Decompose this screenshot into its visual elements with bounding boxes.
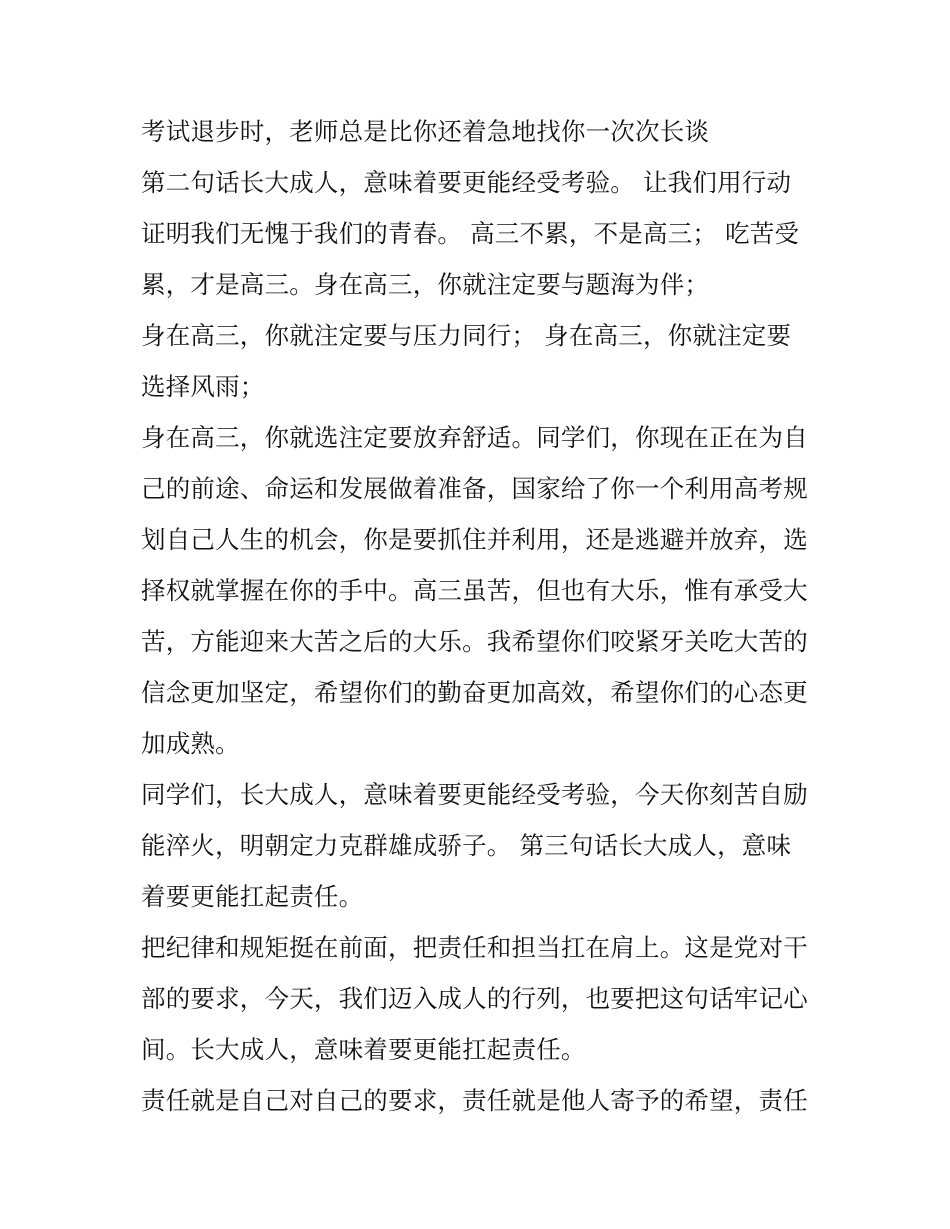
text-line: 能淬火，明朝定力克群雄成骄子。 第三句话长大成人，意味 [141,831,792,860]
text-line: 证明我们无愧于我们的青春。 高三不累，不是高三； 吃苦受 [141,219,800,248]
text-line: 选择风雨； [141,372,265,401]
document-body [141,106,831,1126]
text-line: 择权就掌握在你的手中。高三虽苦，但也有大乐，惟有承受大 [141,576,808,605]
text-line: 累，才是高三。身在高三，你就注定要与题海为伴； [141,270,710,299]
text-line: 苦，方能迎来大苦之后的大乐。我希望你们咬紧牙关吃大苦的 [141,627,808,656]
text-line: 己的前途、命运和发展做着准备，国家给了你一个利用高考规 [141,474,808,503]
text-line: 着要更能扛起责任。 [141,882,364,911]
text-line: 第二句话长大成人，意味着要更能经受考验。 让我们用行动 [141,168,792,197]
text-line: 划自己人生的机会，你是要抓住并利用，还是逃避并放弃，选 [141,525,808,554]
text-line: 部的要求，今天，我们迈入成人的行列，也要把这句话牢记心 [141,984,808,1013]
text-line: 身在高三，你就选注定要放弃舒适。同学们，你现在正在为自 [141,423,808,452]
text-line: 间。长大成人，意味着要更能扛起责任。 [141,1035,586,1064]
text-line: 责任就是自己对自己的要求，责任就是他人寄予的希望，责任 [141,1086,808,1115]
text-line: 信念更加坚定，希望你们的勤奋更加高效，希望你们的心态更 [141,678,808,707]
text-line: 同学们，长大成人，意味着要更能经受考验，今天你刻苦自励 [141,780,808,809]
text-line: 加成熟。 [141,729,240,758]
text-line: 身在高三，你就注定要与压力同行； 身在高三，你就注定要 [141,321,792,350]
text-line: 考试退步时，老师总是比你还着急地找你一次次长谈 [141,117,710,146]
text-line: 把纪律和规矩挺在前面，把责任和担当扛在肩上。这是党对干 [141,933,808,962]
